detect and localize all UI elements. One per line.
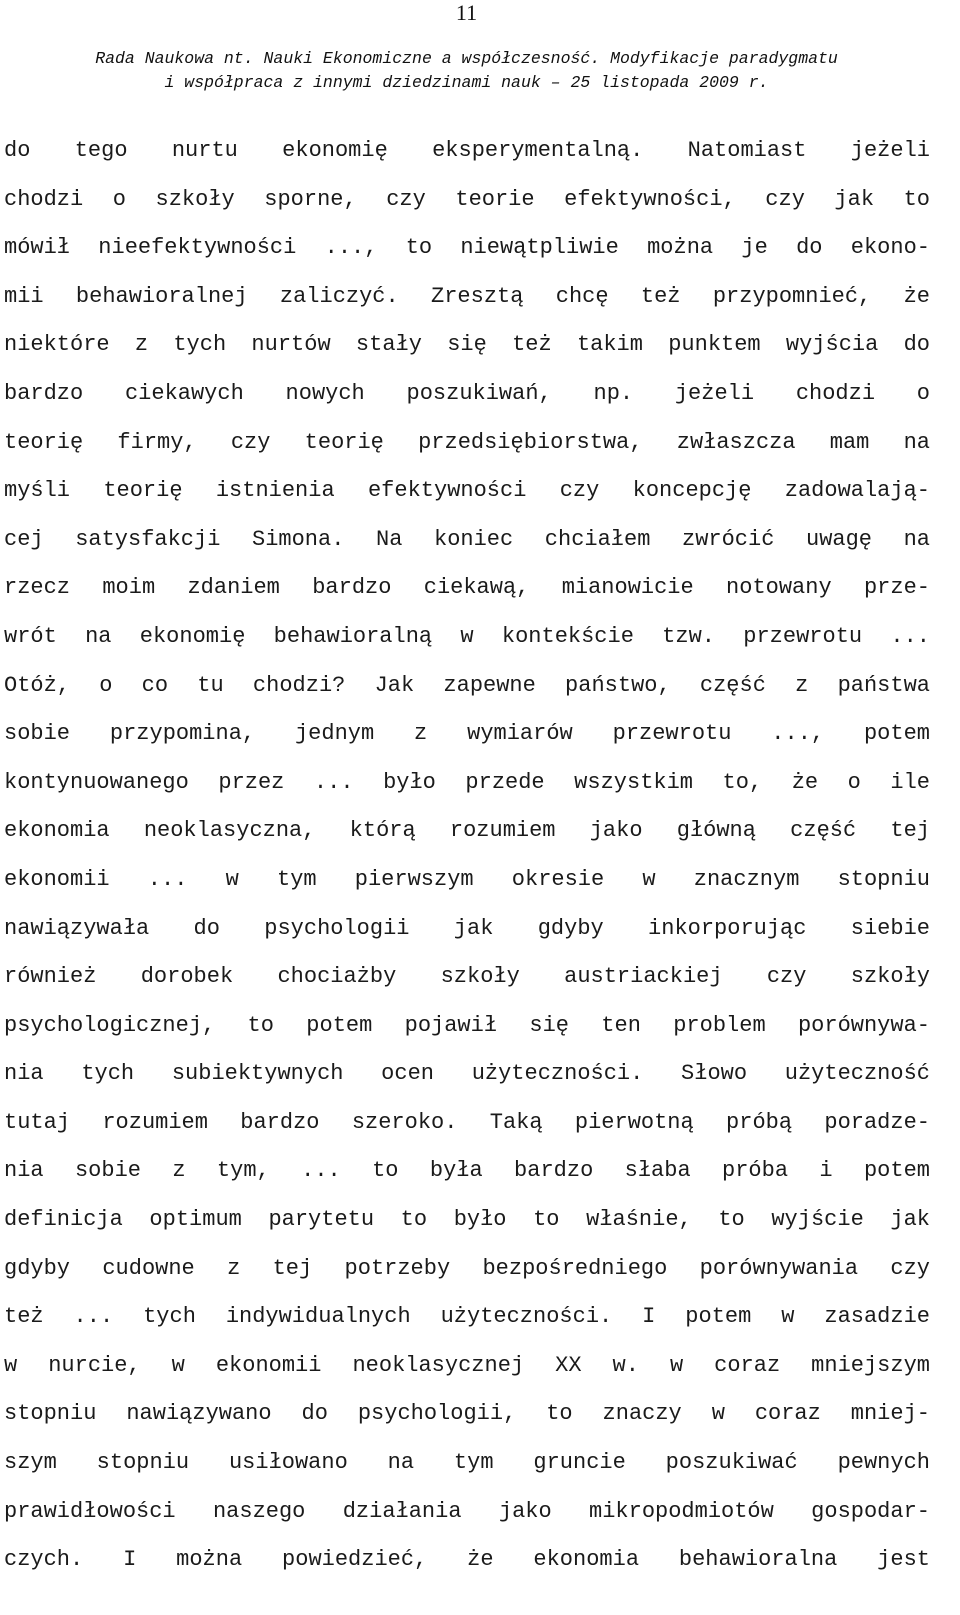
text-line: sobie przypomina, jednym z wymiarów przewrotu ..., potem (4, 721, 930, 747)
text-line: psychologicznej, to potem pojawił się ten problem porównywa- (4, 1012, 930, 1038)
text-line: ekonomii ... w tym pierwszym okresie w znacznym stopniu (4, 866, 930, 892)
text-line: tutaj rozumiem bardzo szeroko. Taką pierwotną próbą poradze- (4, 1109, 930, 1135)
text-line: szym stopniu usiłowano na tym gruncie poszukiwać pewnych (4, 1450, 930, 1476)
text-line: nia sobie z tym, ... to była bardzo słaba próba i potem (4, 1158, 930, 1184)
text-line: nawiązywała do psychologii jak gdyby inkorporując siebie (4, 915, 930, 941)
text-line: niektóre z tych nurtów stały się też takim punktem wyjścia do (4, 332, 930, 358)
text-line: mówił nieefektywności ..., to niewątpliwie można je do ekono- (4, 235, 930, 261)
text-line: cej satysfakcji Simona. Na koniec chciałem zwrócić uwagę na (4, 526, 930, 552)
text-line: stopniu nawiązywano do psychologii, to znaczy w coraz mniej- (4, 1401, 930, 1427)
running-header-line-1: Rada Naukowa nt. Nauki Ekonomiczne a współczesność. Modyfikacje paradygmatu (95, 49, 838, 68)
text-line: myśli teorię istnienia efektywności czy koncepcję zadowalają- (4, 478, 930, 504)
text-line: wrót na ekonomię behawioralną w kontekście tzw. przewrotu ... (4, 623, 930, 649)
text-line: czych. I można powiedzieć, że ekonomia behawioralna jest (4, 1547, 930, 1573)
text-line: mii behawioralnej zaliczyć. Zresztą chcę też przypomnieć, że (4, 283, 930, 309)
text-line: teorię firmy, czy teorię przedsiębiorstwa, zwłaszcza mam na (4, 429, 930, 455)
text-line: chodzi o szkoły sporne, czy teorie efektywności, czy jak to (4, 186, 930, 212)
text-line: ekonomia neoklasyczna, którą rozumiem jako główną część tej (4, 818, 930, 844)
running-header-line-2: i współpraca z innymi dziedzinami nauk – 25 listopada 2009 r. (164, 73, 769, 92)
text-line: kontynuowanego przez ... było przede wszystkim to, że o ile (4, 769, 930, 795)
text-line: bardzo ciekawych nowych poszukiwań, np. jeżeli chodzi o (4, 380, 930, 406)
text-line: też ... tych indywidualnych użyteczności. I potem w zasadzie (4, 1304, 930, 1330)
text-line: definicja optimum parytetu to było to właśnie, to wyjście jak (4, 1207, 930, 1233)
running-header (0, 47, 933, 95)
page-number: 11 (455, 0, 478, 25)
body-text (4, 127, 930, 1585)
text-line: prawidłowości naszego działania jako mikropodmiotów gospodar- (4, 1498, 930, 1524)
text-line: rzecz moim zdaniem bardzo ciekawą, mianowicie notowany prze- (4, 575, 930, 601)
text-line: w nurcie, w ekonomii neoklasycznej XX w. w coraz mniejszym (4, 1352, 930, 1378)
text-line: gdyby cudowne z tej potrzeby bezpośredniego porównywania czy (4, 1255, 930, 1281)
text-line: do tego nurtu ekonomię eksperymentalną. Natomiast jeżeli (4, 138, 930, 163)
text-line: Otóż, o co tu chodzi? Jak zapewne państwo, część z państwa (4, 672, 930, 698)
text-line: nia tych subiektywnych ocen użyteczności. Słowo użyteczność (4, 1061, 930, 1087)
text-line: również dorobek chociażby szkoły austriackiej czy szkoły (4, 964, 930, 990)
